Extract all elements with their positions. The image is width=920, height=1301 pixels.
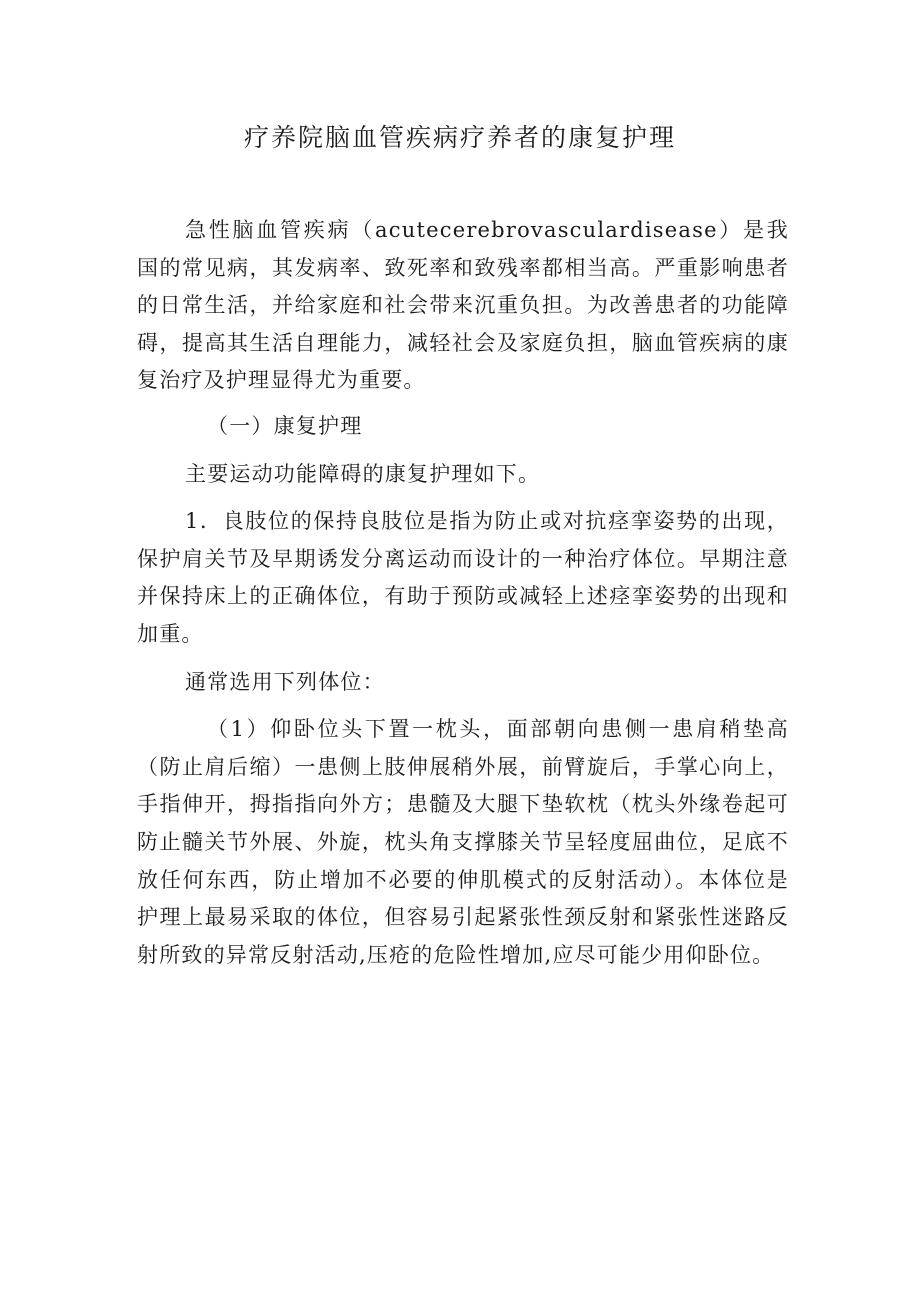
section-heading: （一）康复护理: [207, 413, 363, 438]
paragraph-supine-position: （1）仰卧位头下置一枕头，面部朝向患侧一患肩稍垫高（防止肩后缩）一患侧上肢伸展稍外展，前臂旋后，手掌心向上，手指伸开，拇指指向外方；患髓及大腿下垫软枕（枕头外缘卷起可防止髓关节外展、外旋，枕头角支撑膝关节呈轻度屈曲位，足底不放任何东西，防止增加不必要的伸肌模式的反射活动）。本体位是护理上最易采取的体位，但容易引起紧张性颈反射和紧张性迷路反射所致的异常反射活动,压疮的危险性增加,应尽可能少用仰卧位。: [137, 717, 789, 967]
paragraph-item-1: 1．良肢位的保持良肢位是指为防止或对抗痉挛姿势的出现，保护肩关节及早期诱发分离运动而设计的一种治疗体位。早期注意并保持床上的正确体位，有助于预防或减轻上述痉挛姿势的出现和加重。: [137, 509, 789, 646]
paragraph-positions-intro: 通常选用下列体位：: [185, 669, 385, 694]
document-title: 疗养院脑血管疾病疗养者的康复护理: [243, 123, 676, 152]
document-body: [137, 212, 789, 974]
paragraph-intro: 急性脑血管疾病（acutecerebrovasculardisease）是我国的常见病，其发病率、致死率和致残率都相当高。严重影响患者的日常生活，并给家庭和社会带来沉重负担。为改善患者的功能障碍，提高其生活自理能力，减轻社会及家庭负担，脑血管疾病的康复治疗及护理显得尤为重要。: [137, 218, 789, 393]
paragraph-lead: 主要运动功能障碍的康复护理如下。: [185, 461, 541, 486]
